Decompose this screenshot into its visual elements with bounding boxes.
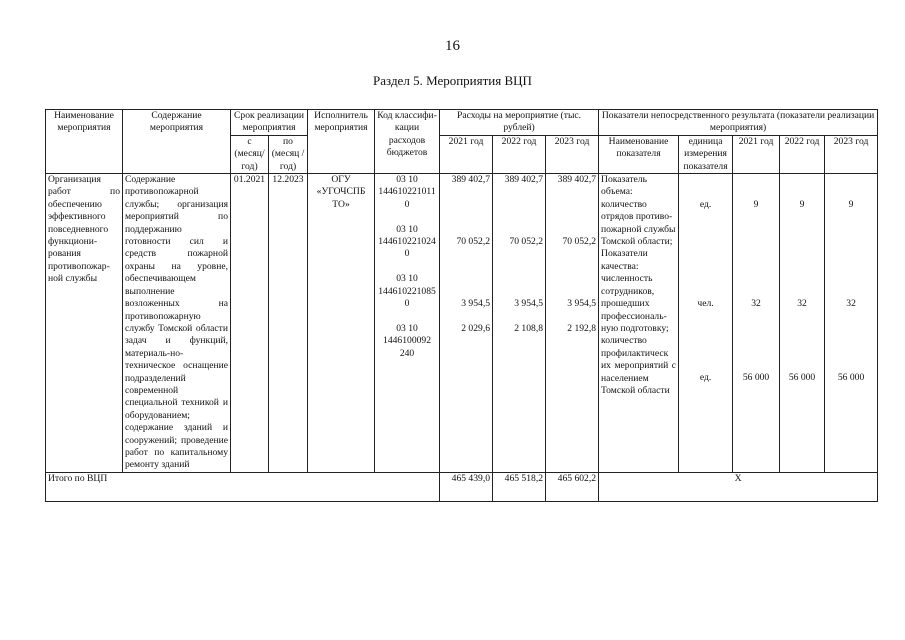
expense-value: 70 052,2 [562, 236, 597, 248]
measure-name: Организация работ по обеспечению эффективного повседневного функциони-рования противопожар-ной службы [46, 174, 123, 473]
header-name: Наименование мероприятия [46, 110, 123, 174]
indicator-value: 9 [799, 198, 805, 210]
header-executor: Исполнитель мероприятия [308, 110, 375, 174]
header-code: Код классифи-кации расходов бюджетов [375, 110, 440, 174]
indicator-units [679, 174, 733, 473]
total-2022: 465 518,2 [493, 472, 546, 501]
indicator-2022 [780, 174, 825, 473]
header-exp-year-1: 2021 год [440, 135, 493, 173]
indicator-value: 56 000 [837, 372, 865, 384]
budget-code: 03 10 144610221011 0 [378, 174, 436, 210]
indicator-2023 [825, 174, 878, 473]
indicator-value: 32 [797, 298, 807, 310]
indicator-events: количество профилактическ их мероприятий с населением Томской области [601, 335, 677, 396]
header-ind-unit: единица измерения показателя [679, 135, 733, 173]
header-term-to: по (месяц / год) [269, 135, 308, 173]
expenses-2021 [440, 174, 493, 473]
header-ind-year-1: 2021 год [733, 135, 780, 173]
header-term-from: с (месяц/ год) [231, 135, 269, 173]
header-content: Содержание мероприятия [123, 110, 231, 174]
indicator-unit: чел. [697, 298, 714, 310]
executor: ОГУ «УГОЧСПБ ТО» [308, 174, 375, 473]
section-title: Раздел 5. Мероприятия ВЦП [373, 73, 532, 88]
expense-value: 70 052,2 [509, 236, 544, 248]
indicator-value: 32 [751, 298, 761, 310]
expenses-2022 [493, 174, 546, 473]
header-ind-year-3: 2023 год [825, 135, 878, 173]
header-term: Срок реализации мероприятия [231, 110, 308, 136]
expense-value: 3 954,5 [461, 298, 491, 310]
header-row-1 [46, 110, 878, 136]
header-ind-year-2: 2022 год [780, 135, 825, 173]
header-indicators: Показатели непосредственного результата (показатели реализации мероприятия) [599, 110, 878, 136]
header-expenses: Расходы на мероприятие (тыс. рублей) [440, 110, 599, 136]
total-2023: 465 602,2 [546, 472, 599, 501]
measure-content: Содержание противопожарной службы; организация мероприятий по поддержанию готовности сил и средств пожарной охраны на уровне, обеспечивающем выполнение возложенных на противопожарную службу Томской области задач и функций, материаль-но-техническое оснащение подразделений современной специальной техникой и оборудованием; содержание зданий и сооружений; проведение работ по капитальному ремонту зданий [123, 174, 231, 473]
budget-code: 03 10 144610221085 0 [378, 273, 436, 310]
budget-code: 03 10 144610221024 0 [378, 223, 436, 260]
header-exp-year-2: 2022 год [493, 135, 546, 173]
expense-value: 2 192,8 [567, 322, 597, 334]
totals-mark: Х [599, 472, 878, 501]
indicator-value: 9 [848, 198, 854, 210]
totals-label: Итого по ВЦП [46, 472, 440, 501]
expense-value: 70 052,2 [456, 236, 491, 248]
indicator-value: 9 [753, 198, 759, 210]
term-to: 12.2023 [269, 174, 308, 473]
indicator-value: 32 [846, 298, 856, 310]
totals-row [46, 472, 878, 501]
total-2021: 465 439,0 [440, 472, 493, 501]
expense-value: 389 402,7 [557, 174, 597, 186]
expense-value: 2 029,6 [461, 322, 491, 334]
indicator-2021 [733, 174, 780, 473]
expense-value: 2 108,8 [514, 322, 544, 334]
indicator-volume: Показатель объема: количество отрядов противо-пожарной службы Томской области; [601, 174, 676, 248]
expenses-2023 [546, 174, 599, 473]
header-exp-year-3: 2023 год [546, 135, 599, 173]
indicator-value: 56 000 [742, 372, 770, 384]
budget-code: 03 10 1446100092 240 [383, 322, 431, 359]
expense-value: 3 954,5 [567, 298, 597, 310]
expense-value: 389 402,7 [504, 174, 544, 186]
indicator-names [599, 174, 679, 473]
term-from: 01.2021 [231, 174, 269, 473]
expense-value: 3 954,5 [514, 298, 544, 310]
page-number: 16 [445, 38, 460, 54]
budget-codes [375, 174, 440, 473]
indicator-value: 56 000 [788, 372, 816, 384]
table-row [46, 174, 878, 473]
header-ind-name: Наименование показателя [599, 135, 679, 173]
measures-table [45, 109, 878, 502]
indicator-unit: ед. [699, 198, 712, 210]
expense-value: 389 402,7 [451, 174, 491, 186]
indicator-unit: ед. [699, 372, 712, 384]
indicator-quality: Показатели качества: численность сотрудников, прошедших профессиональ-ную подготовку; [601, 248, 669, 334]
